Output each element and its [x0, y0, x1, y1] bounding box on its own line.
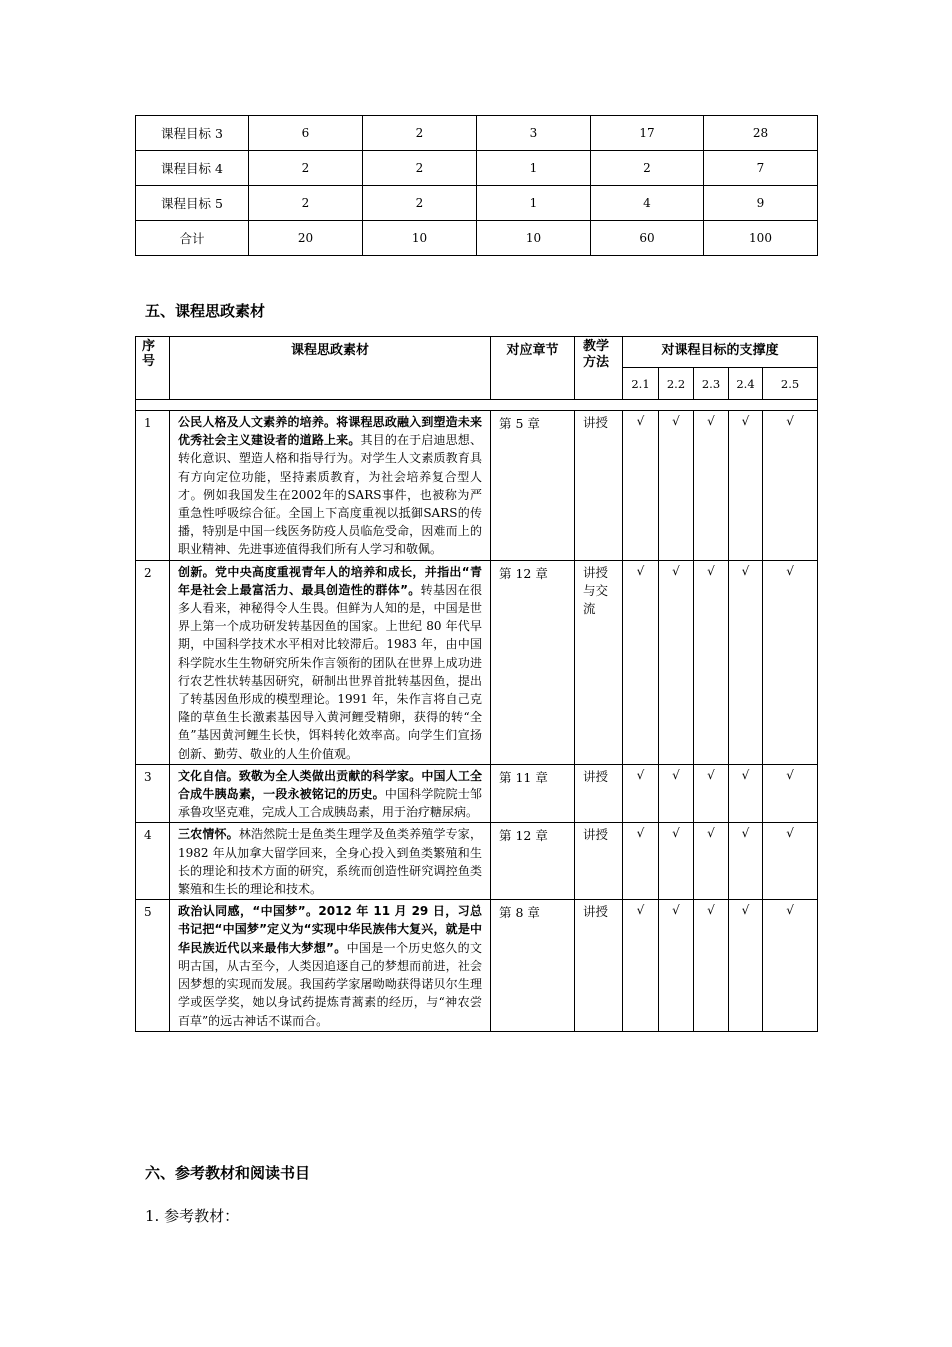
check-mark: √	[659, 411, 694, 561]
material-row	[136, 900, 818, 1031]
row-number: 5	[136, 900, 170, 1031]
material-headline: 政治认同感，“中国梦”。2012 年 11 月 29 日，习总书记把“中国梦”定义为“实现中华民族伟大复兴，就是中华民族近代以来最伟大梦想”。	[178, 904, 482, 955]
score-cell: 10	[477, 221, 591, 256]
check-mark: √	[659, 560, 694, 764]
score-cell: 9	[704, 186, 818, 221]
material-content	[170, 560, 491, 764]
goal-header-5: 2.5	[763, 368, 818, 400]
check-mark: √	[623, 411, 659, 561]
check-mark: √	[659, 764, 694, 823]
score-cell: 2	[249, 186, 363, 221]
check-mark: √	[694, 411, 729, 561]
section-6-title: 六、参考教材和阅读书目	[145, 1164, 311, 1182]
method-cell: 讲授	[575, 823, 623, 900]
method-cell: 讲授	[575, 764, 623, 823]
goal-header-1: 2.1	[623, 368, 659, 400]
header-method: 教学 方法	[575, 337, 623, 400]
material-row	[136, 560, 818, 764]
material-content	[170, 411, 491, 561]
header-support: 对课程目标的支撑度	[623, 337, 818, 368]
material-row	[136, 764, 818, 823]
spacer-row	[136, 400, 818, 411]
material-text: 其目的在于启迪思想、转化意识、塑造人格和指导行为。对学生人文素质教育具有方向定位功能，坚持素质教育，为社会培养复合型人才。例如我国发生在2002年的SARS事件，也被称为严重急性呼吸综合征。全国上下高度重视以抵御SARS的传播，特别是中国一线医务防疫人员临危受命，因难而上的职业精神、先进事迹值得我们所有人学习和敬佩。	[178, 433, 482, 557]
chapter-cell: 第 12 章	[491, 823, 575, 900]
score-cell: 60	[591, 221, 704, 256]
check-mark: √	[694, 823, 729, 900]
material-text: 中国是一个历史悠久的文明古国，从古至今，人类因追逐自己的梦想而前进，社会因梦想的实现而发展。我国药学家屠呦呦获得诺贝尔生理学或医学奖，她以身试药提炼青蒿素的经历，与“神农尝百草”的远古神话不谋而合。	[178, 940, 482, 1028]
check-mark: √	[729, 900, 763, 1031]
chapter-cell: 第 8 章	[491, 900, 575, 1031]
score-cell: 17	[591, 116, 704, 151]
row-number: 2	[136, 560, 170, 764]
check-mark: √	[729, 764, 763, 823]
score-cell: 4	[591, 186, 704, 221]
chapter-cell: 第 12 章	[491, 560, 575, 764]
score-row	[136, 151, 818, 186]
score-cell: 1	[477, 186, 591, 221]
check-mark: √	[659, 823, 694, 900]
header-material: 课程思政素材	[170, 337, 491, 400]
table-header-row	[136, 337, 818, 368]
chapter-cell: 第 5 章	[491, 411, 575, 561]
score-row	[136, 116, 818, 151]
check-mark: √	[694, 900, 729, 1031]
goal-header-4: 2.4	[729, 368, 763, 400]
score-cell: 2	[363, 151, 477, 186]
score-cell: 2	[363, 116, 477, 151]
material-content	[170, 764, 491, 823]
row-number: 3	[136, 764, 170, 823]
score-row	[136, 186, 818, 221]
goal-header-3: 2.3	[694, 368, 729, 400]
material-headline: 文化自信。致敬为全人类做出贡献的科学家。中国人工全合成牛胰岛素，一段永被铭记的历史。	[178, 768, 482, 802]
score-cell: 100	[704, 221, 818, 256]
score-cell: 7	[704, 151, 818, 186]
score-cell: 6	[249, 116, 363, 151]
check-mark: √	[763, 764, 818, 823]
check-mark: √	[694, 764, 729, 823]
row-number: 1	[136, 411, 170, 561]
material-headline: 创新。党中央高度重视青年人的培养和成长，并指出“青年是社会上最富活力、最具创造性的群体”。	[178, 564, 482, 597]
header-no: 序 号	[136, 337, 170, 400]
score-cell: 2	[249, 151, 363, 186]
score-cell: 20	[249, 221, 363, 256]
score-row-label: 课程目标 3	[136, 116, 249, 151]
materials-table	[135, 336, 818, 1032]
score-cell: 2	[591, 151, 704, 186]
chapter-cell: 第 11 章	[491, 764, 575, 823]
score-row-label: 课程目标 5	[136, 186, 249, 221]
check-mark: √	[763, 823, 818, 900]
check-mark: √	[729, 560, 763, 764]
score-cell: 3	[477, 116, 591, 151]
material-headline: 三农情怀。	[178, 827, 239, 842]
score-cell: 28	[704, 116, 818, 151]
score-cell: 2	[363, 186, 477, 221]
material-headline: 公民人格及人文素养的培养。将课程思政融入到塑造未来优秀社会主义建设者的道路上来。	[178, 415, 482, 448]
material-text: 转基因在很多人看来，神秘得令人生畏。但鲜为人知的是，中国是世界上第一个成功研发转基因鱼的国家。上世纪 80 年代早期，中国科学技术水平相对比较滞后。1983 年，由中国科学院水生生物研究所朱作言领衔的团队在世界上成功进行农艺性状转基因研究，研制出世界首批转基因鱼，提出了转基因鱼形成的模型理论。1991 年，朱作言将自己克隆的草鱼生长激素基因导入黄河鲤受精卵，获得的转“全鱼”基因黄河鲤生长快，饵料转化效率高。向学生们宣扬创新、勤劳、敬业的人生价值观。	[178, 582, 482, 761]
check-mark: √	[623, 764, 659, 823]
check-mark: √	[623, 823, 659, 900]
check-mark: √	[694, 560, 729, 764]
material-content	[170, 900, 491, 1031]
row-number: 4	[136, 823, 170, 900]
material-row	[136, 411, 818, 561]
score-cell: 1	[477, 151, 591, 186]
header-chapter: 对应章节	[491, 337, 575, 400]
assessment-table	[135, 115, 818, 256]
check-mark: √	[729, 823, 763, 900]
goal-header-2: 2.2	[659, 368, 694, 400]
score-cell: 10	[363, 221, 477, 256]
score-row-label: 课程目标 4	[136, 151, 249, 186]
check-mark: √	[763, 560, 818, 764]
method-cell: 讲授	[575, 411, 623, 561]
section-5-title: 五、课程思政素材	[145, 302, 266, 320]
material-text: 林浩然院士是鱼类生理学及鱼类养殖学专家，1982 年从加拿大留学回来，全身心投入到鱼类繁殖和生长的理论和技术方面的研究，系统而创造性研究调控鱼类繁殖和生长的理论和技术。	[178, 827, 482, 897]
check-mark: √	[763, 411, 818, 561]
check-mark: √	[729, 411, 763, 561]
score-row	[136, 221, 818, 256]
material-content	[170, 823, 491, 900]
check-mark: √	[623, 900, 659, 1031]
material-text: 中国科学院院士邹承鲁攻坚克难，完成人工合成胰岛素，用于治疗糖尿病。	[178, 787, 482, 820]
reference-textbook-label: 1. 参考教材：	[145, 1207, 240, 1225]
method-cell: 讲授	[575, 900, 623, 1031]
method-cell: 讲授与交流	[575, 560, 623, 764]
score-row-label: 合计	[136, 221, 249, 256]
material-row	[136, 823, 818, 900]
check-mark: √	[623, 560, 659, 764]
check-mark: √	[659, 900, 694, 1031]
check-mark: √	[763, 900, 818, 1031]
